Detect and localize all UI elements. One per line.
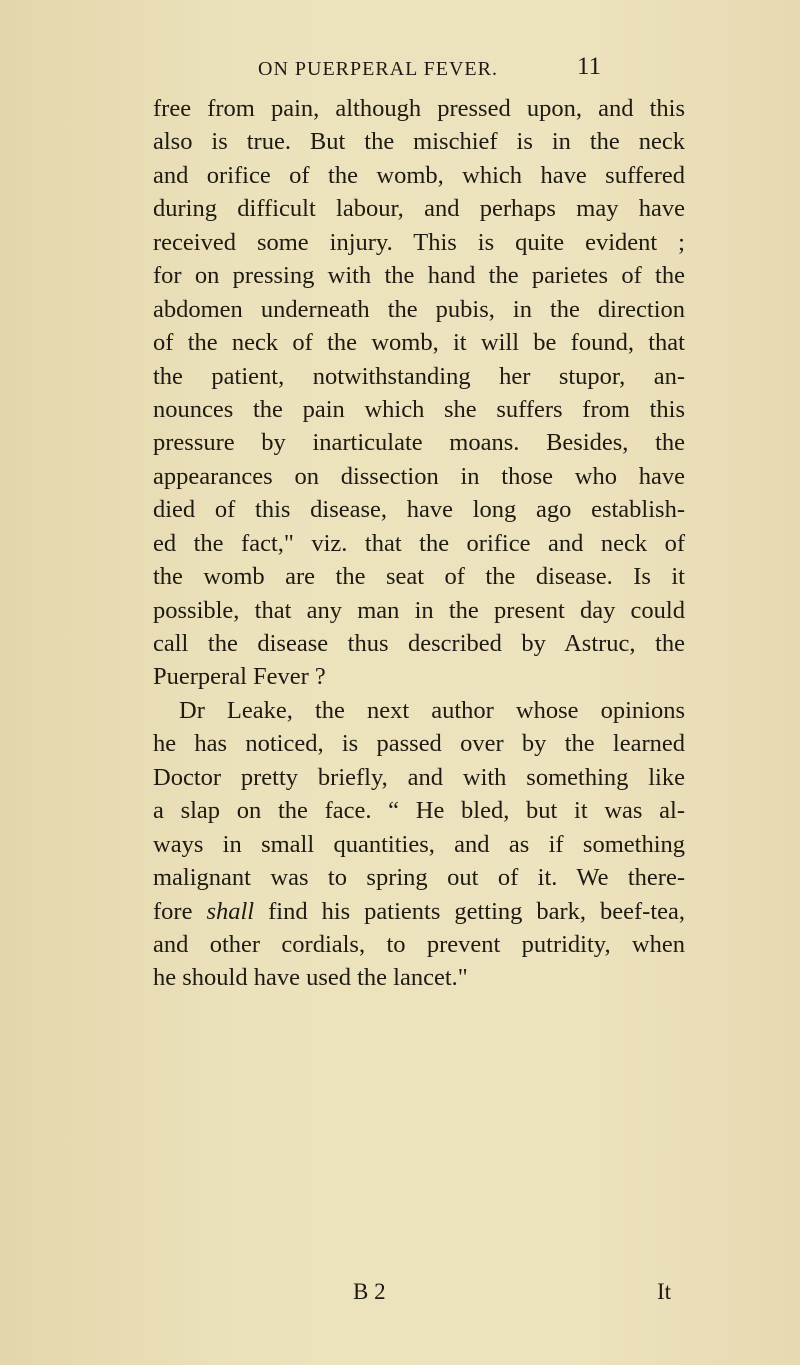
text-fragment: find his patients getting bark, beef-tea, [268, 897, 686, 925]
text-line: and orifice of the womb, which have suffered [153, 161, 685, 189]
text-line: Doctor pretty briefly, and with something like [153, 763, 685, 791]
catchword: It [657, 1279, 672, 1304]
text-line: also is true. But the mischief is in the neck [153, 128, 685, 156]
text-line: during difficult labour, and perhaps may have [153, 195, 685, 223]
text-line: died of this disease, have long ago establish- [153, 496, 685, 524]
text-line-mixed [153, 895, 685, 928]
body-text [153, 92, 685, 995]
running-head [0, 53, 800, 88]
text-line: free from pain, although pressed upon, and this [153, 95, 685, 122]
text-line: for on pressing with the hand the parietes of the [153, 262, 685, 290]
page-footer [0, 1279, 800, 1313]
text-line: the womb are the seat of the disease. Is it [153, 563, 685, 591]
running-title: ON PUERPERAL FEVER. [258, 58, 498, 80]
italic-word: shall [206, 897, 255, 925]
text-line: he has noticed, is passed over by the learned [153, 730, 685, 758]
text-line: appearances on dissection in those who have [153, 462, 685, 490]
text-line: Dr Leake, the next author whose opinions [179, 696, 685, 724]
text-line: ways in small quantities, and as if something [153, 830, 685, 858]
text-line: ed the fact," viz. that the orifice and neck of [153, 529, 685, 557]
text-line: and other cordials, to prevent putridity, when [153, 930, 685, 958]
text-line: he should have used the lancet." [153, 964, 468, 992]
text-fragment: fore [153, 897, 193, 925]
page-number: 11 [577, 53, 602, 80]
text-line: the patient, notwithstanding her stupor, an- [153, 362, 685, 390]
text-line: received some injury. This is quite evident ; [153, 228, 685, 256]
text-line: nounces the pain which she suffers from this [153, 395, 685, 423]
signature-mark: B 2 [353, 1279, 386, 1304]
text-line: abdomen underneath the pubis, in the direction [153, 295, 685, 323]
text-line: malignant was to spring out of it. We there- [153, 864, 685, 892]
text-line: a slap on the face. “ He bled, but it was al- [153, 797, 685, 825]
text-line: possible, that any man in the present day could [153, 596, 685, 624]
text-line: pressure by inarticulate moans. Besides, the [153, 429, 685, 457]
text-line: of the neck of the womb, it will be found, that [153, 329, 685, 357]
text-line: call the disease thus described by Astruc, the [153, 630, 685, 657]
text-line: Puerperal Fever ? [153, 663, 326, 691]
